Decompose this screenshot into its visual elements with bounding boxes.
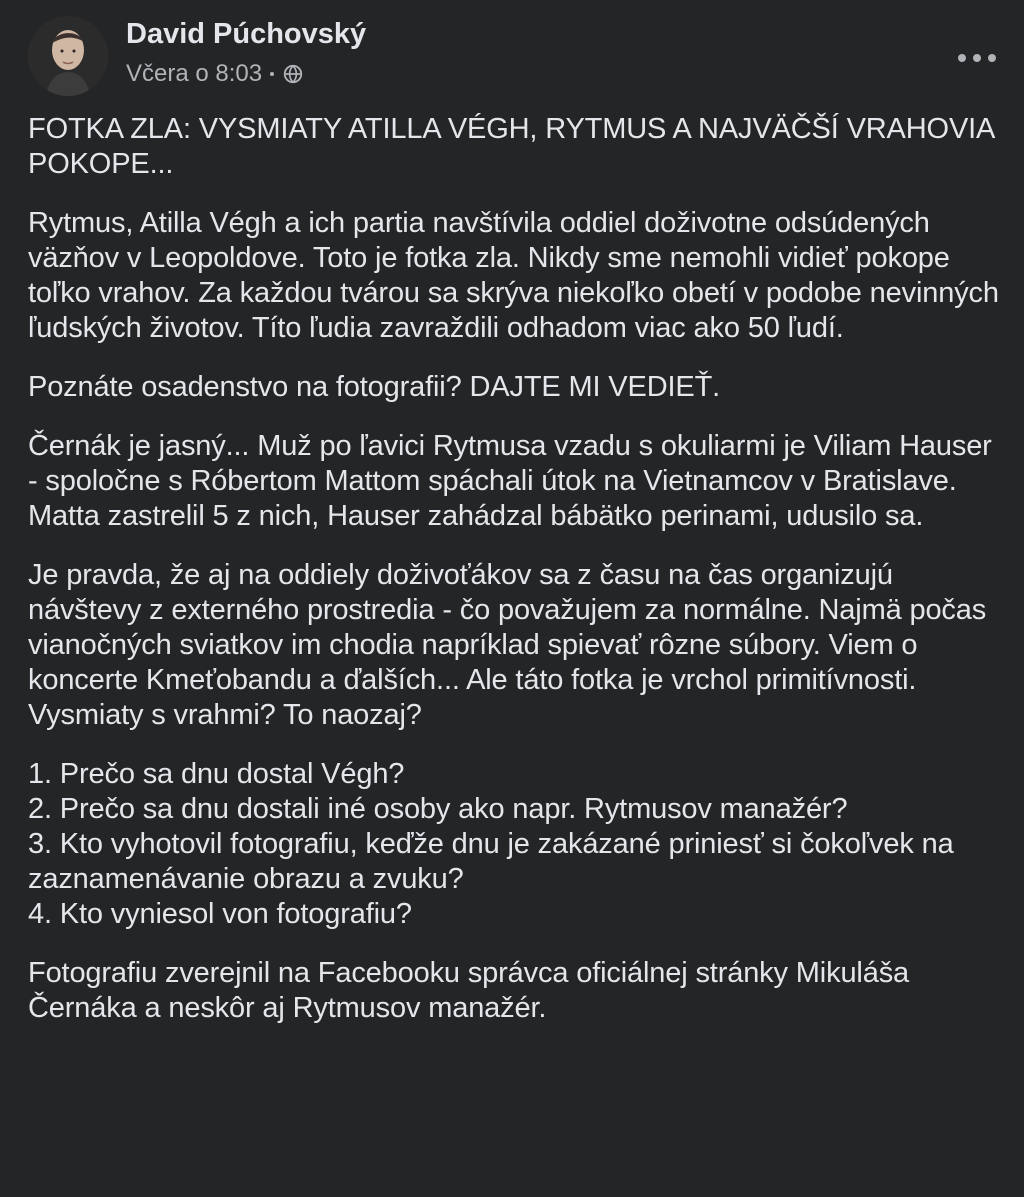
author-name[interactable]: David Púchovský: [126, 18, 367, 50]
post-paragraph: Rytmus, Atilla Végh a ich partia navštívila oddiel doživotne odsúdených väzňov v Leopoldove. Toto je fotka zla. Nikdy sme nemohli vidieť pokope toľko vrahov. Za každou tvárou sa skrýva niekoľko obetí v podobe nevinných ľudských životov. Títo ľudia zavraždili odhadom viac ako 50 ľudí.: [28, 207, 999, 344]
post-paragraph: Fotografiu zverejnil na Facebooku správca oficiálnej stránky Mikuláša Černáka a neskôr aj Rytmusov manažér.: [28, 957, 910, 1024]
dot-icon: [988, 54, 996, 62]
question-item: 3. Kto vyhotovil fotografiu, keďže dnu je zakázané priniesť si čokoľvek na zaznamenávanie obrazu a zvuku?: [28, 828, 954, 895]
post-paragraph: Černák je jasný... Muž po ľavici Rytmusa vzadu s okuliarmi je Viliam Hauser - spoločne s Róbertom Mattom spáchali útok na Vietnamcov v Bratislave. Matta zastrelil 5 z nich, Hauser zahádzal bábätko perinami, udusilo sa.: [28, 430, 992, 532]
meta-separator: [270, 72, 274, 76]
post-meta: [126, 59, 304, 89]
post-paragraph: Poznáte osadenstvo na fotografii? DAJTE MI VEDIEŤ.: [28, 371, 721, 403]
post-headline: FOTKA ZLA: VYSMIATY ATILLA VÉGH, RYTMUS A NAJVÄČŠÍ VRAHOVIA POKOPE...: [28, 113, 994, 180]
profile-photo-icon: [28, 16, 108, 96]
question-item: 2. Prečo sa dnu dostali iné osoby ako napr. Rytmusov manažér?: [28, 793, 848, 825]
question-item: 4. Kto vyniesol von fotografiu?: [28, 898, 412, 930]
dot-icon: [958, 54, 966, 62]
questions-list: [28, 757, 1000, 932]
more-options-icon[interactable]: [950, 36, 1004, 80]
question-item: 1. Prečo sa dnu dostal Végh?: [28, 758, 405, 790]
post-time[interactable]: Včera o 8:03: [126, 60, 263, 87]
avatar[interactable]: [28, 16, 108, 96]
globe-icon[interactable]: [282, 63, 304, 85]
dot-icon: [973, 54, 981, 62]
post-content: [28, 112, 1000, 1050]
post-paragraph: Je pravda, že aj na oddiely doživoťákov sa z času na čas organizujú návštevy z externého prostredia - čo považujem za normálne. Najmä počas vianočných sviatkov im chodia napríklad spievať rôzne súbory. Viem o koncerte Kmeťobandu a ďalších... Ale táto fotka je vrchol primitívnosti. Vysmiaty s vrahmi? To naozaj?: [28, 559, 987, 731]
post-header: [28, 14, 1004, 98]
